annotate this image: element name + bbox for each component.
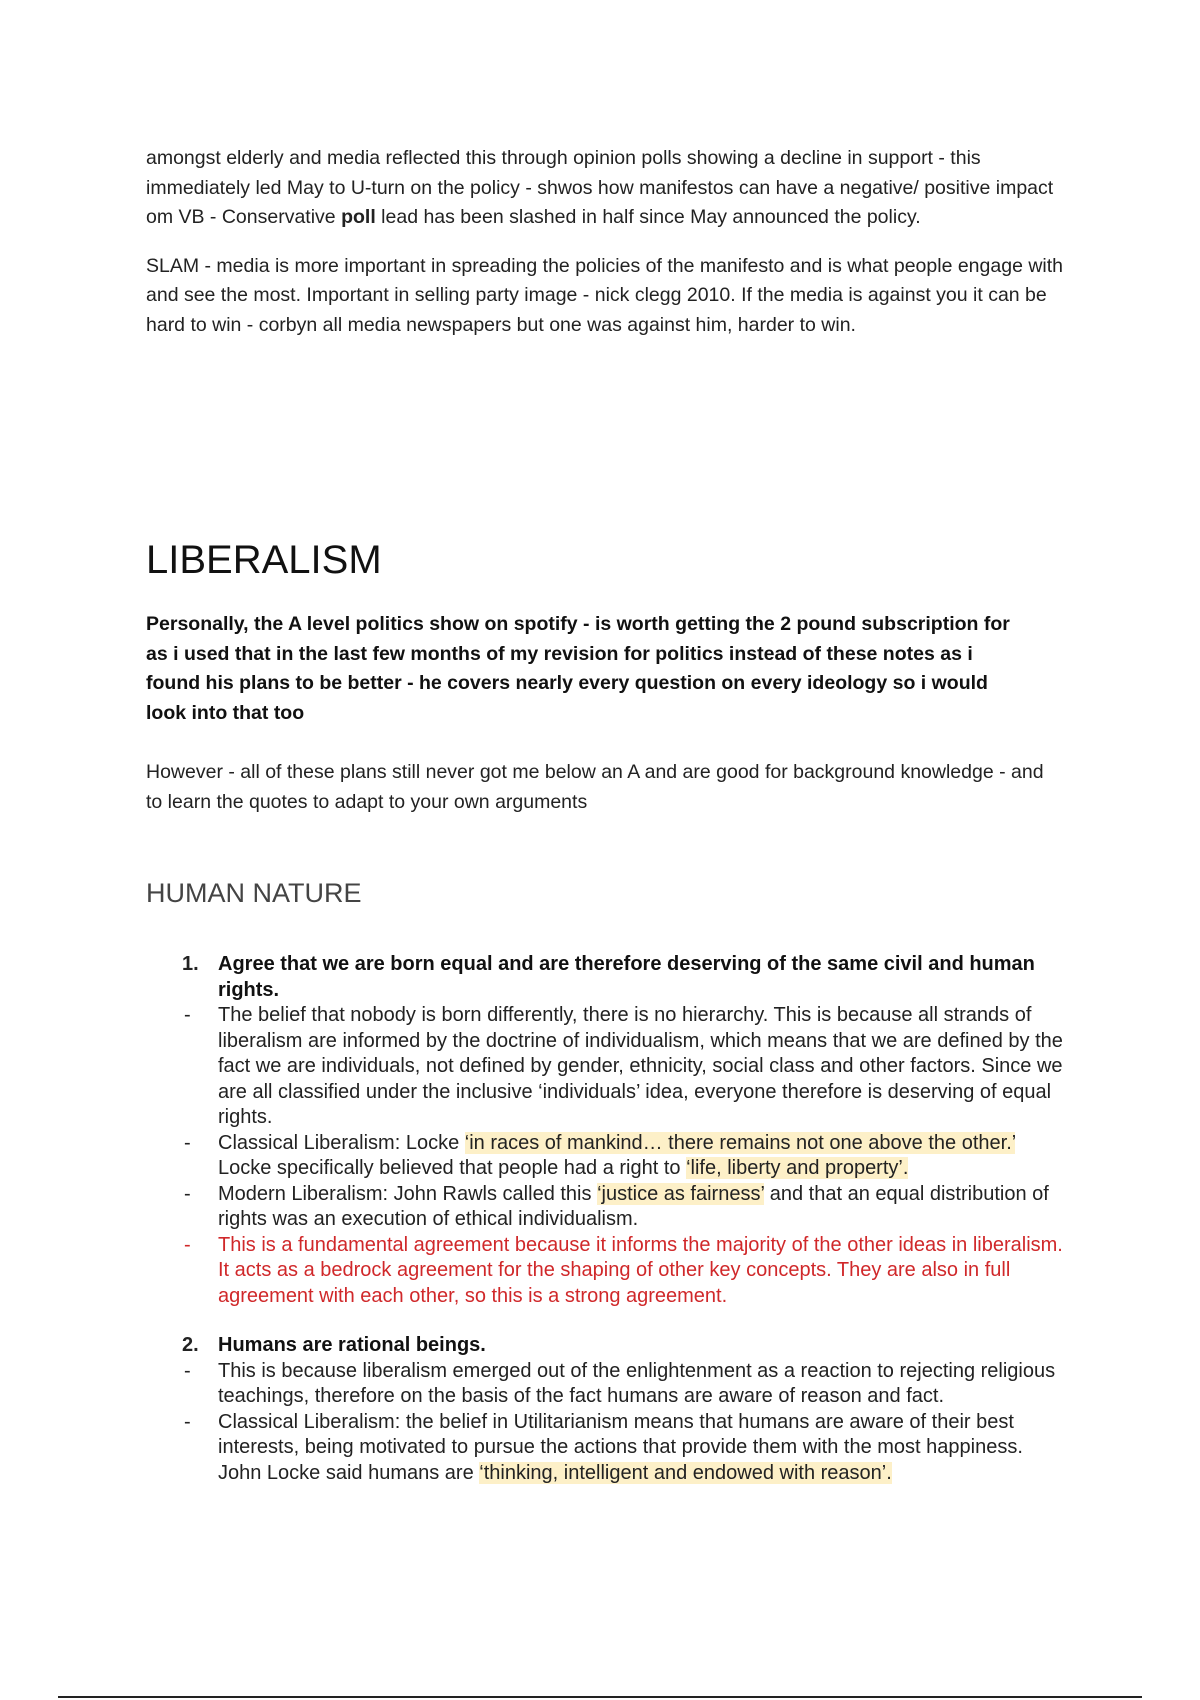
highlighted-quote: ‘life, liberty and property’.: [686, 1157, 909, 1179]
item-number: 1.: [182, 953, 199, 975]
highlighted-quote: ‘justice as fairness’: [597, 1182, 765, 1205]
item-title: Humans are rational beings.: [218, 1334, 486, 1356]
subheading-human-nature: HUMAN NATURE: [146, 878, 362, 908]
document-page: [146, 144, 1066, 1484]
lead-paragraph: Personally, the A level politics show on spotify - is worth getting the 2 pound subscription for as i used that in the last few months of my revision for politics instead of these notes as i found his plans to be better - he covers nearly every question on every ideology so i would look into that too: [146, 613, 1010, 724]
bullet-point: - The belief that nobody is born differently, there is no hierarchy. This is because all strands of liberalism are informed by the doctrine of individualism, which means that we are defined by the fact we are individuals, not defined by gender, ethnicity, social class and other factors. Since we are all classified under the inclusive ‘individuals’ idea, everyone therefore is deserving of equal rights.: [184, 1004, 1063, 1128]
bullet-point: - Classical Liberalism: Locke ‘in races of mankind… there remains not one above the other.’ Locke specifically believed that people had a right to ‘life, liberty and property’.: [184, 1131, 1016, 1179]
numbered-list: [182, 952, 1072, 1486]
bullet-point: - Classical Liberalism: the belief in Utilitarianism means that humans are aware of their best interests, being motivated to pursue the actions that provide them with the most happiness. John Locke said humans are ‘thinking, intelligent and endowed with reason’.: [184, 1410, 1023, 1484]
bold-word: poll: [341, 206, 376, 228]
bullet-point: - This is because liberalism emerged out of the enlightenment as a reaction to rejecting religious teachings, therefore on the basis of the fact humans are aware of reason and fact.: [184, 1359, 1056, 1407]
section-heading: LIBERALISM: [146, 538, 382, 582]
list-item: [182, 1333, 1072, 1359]
paragraph-slam: SLAM - media is more important in spreading the policies of the manifesto and is what people engage with and see the most. Important in selling party image - nick clegg 2010. If the media is against you it can be hard to win - corbyn all media newspapers but one was against him, harder to win.: [146, 254, 1064, 336]
item-number: 2.: [182, 1334, 199, 1356]
bullet-point: - Modern Liberalism: John Rawls called this ‘justice as fairness’ and that an equal distribution of rights was an execution of ethical individualism.: [184, 1182, 1049, 1230]
page-divider: [58, 1696, 1142, 1698]
item-title: Agree that we are born equal and are therefore deserving of the same civil and human rights.: [218, 953, 1035, 1001]
however-paragraph: However - all of these plans still never got me below an A and are good for background knowledge - and to learn the quotes to adapt to your own arguments: [146, 761, 1044, 813]
paragraph-poll-impact: amongst elderly and media reflected this through opinion polls showing a decline in support - this immediately led May to U-turn on the policy - shwos how manifestos can have a negative/ positive impact om VB - Conservative poll lead has been slashed in half since May announced the policy.: [146, 147, 1054, 228]
highlighted-quote: ‘thinking, intelligent and endowed with reason’.: [479, 1461, 892, 1484]
highlighted-quote: ‘in races of mankind… there remains not one above the other.’: [464, 1131, 1016, 1154]
bullet-point-evaluation: - This is a fundamental agreement because it informs the majority of the other ideas in liberalism. It acts as a bedrock agreement for the shaping of other key concepts. They are also in full agreement with each other, so this is a strong agreement.: [184, 1233, 1063, 1307]
list-item: [182, 952, 1072, 1003]
